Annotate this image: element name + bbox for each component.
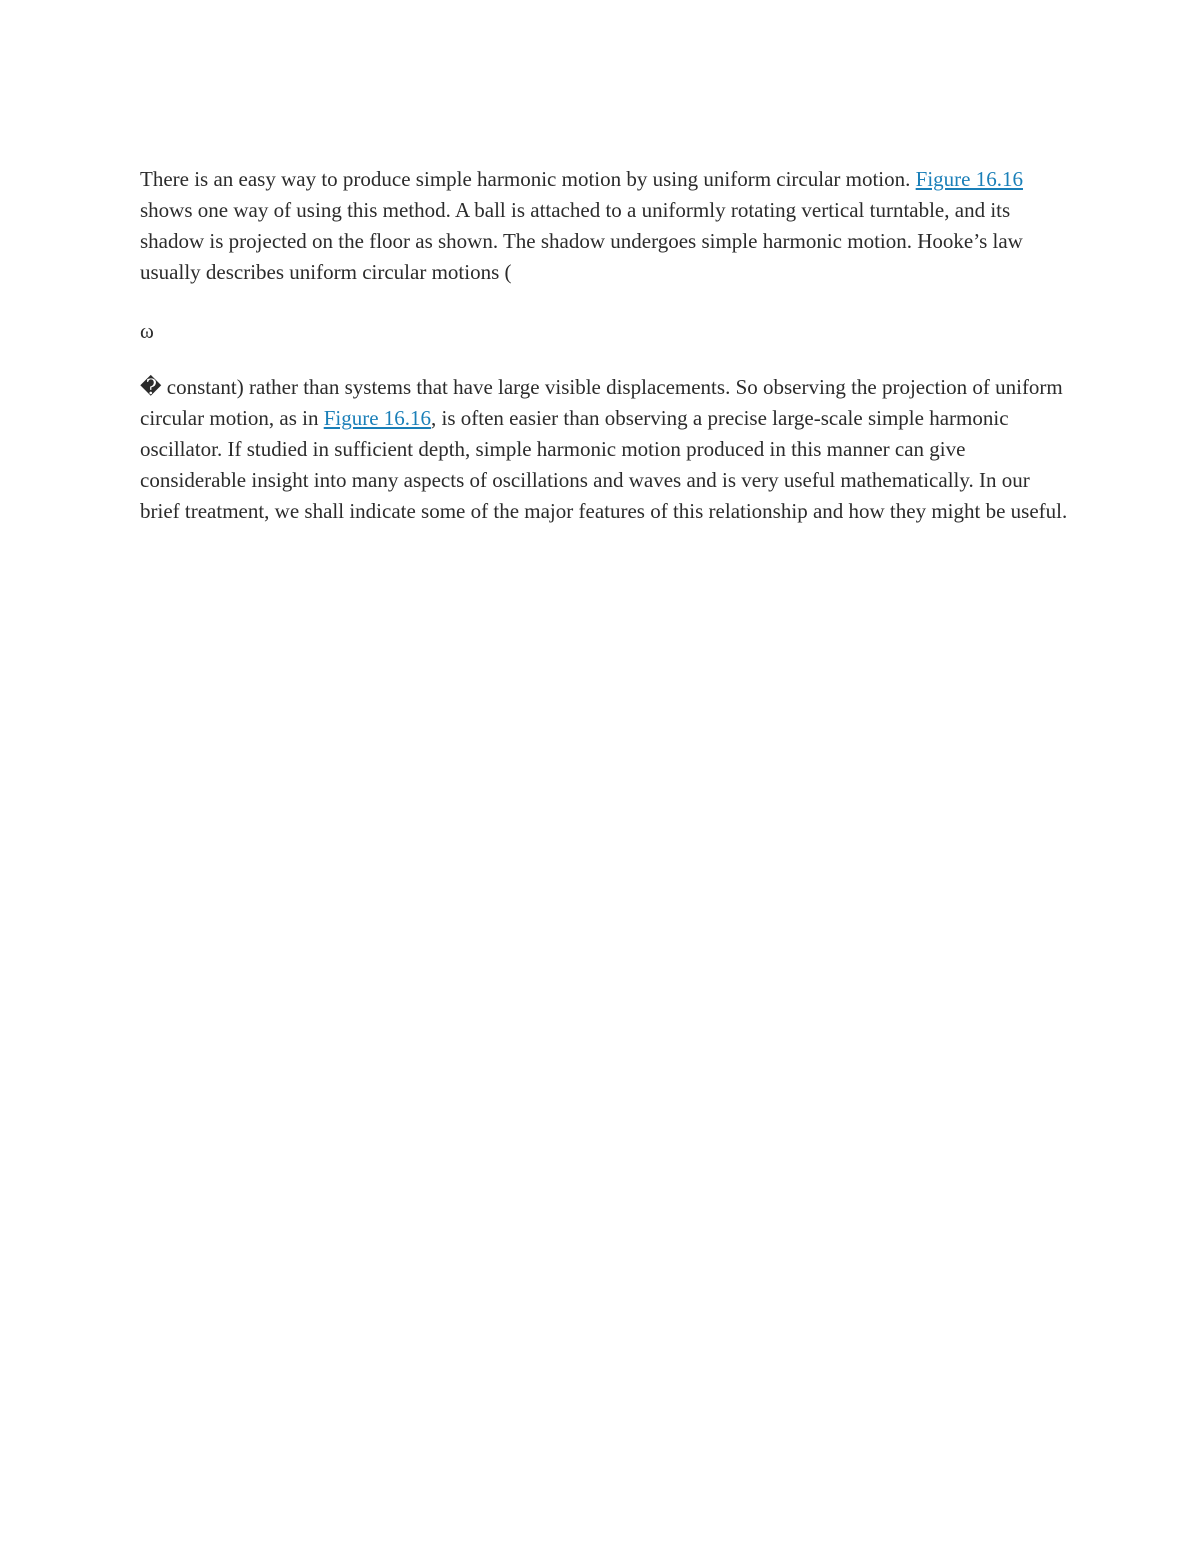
paragraph-continuation-lead: � constant) rather than systems that have large visible displacements. So observing the projection of uniform circular motion, as in — [140, 375, 1063, 430]
paragraph-continuation-rest: , is often easier than observing a precise large-scale simple harmonic oscillator. If studied in sufficient depth, simple harmonic motion produced in this manner can give considerable insight into many aspects of oscillations and waves and is very useful mathematically. In our brief treatment, we shall indicate some of the major features of this relationship and how they might be useful. — [140, 406, 1068, 523]
paragraph-intro-text — [140, 164, 1070, 288]
paragraph-intro — [140, 164, 1070, 288]
paragraph-continuation — [140, 372, 1070, 527]
paragraph-continuation-text — [140, 372, 1070, 527]
figure-16-16-link[interactable]: Figure 16.16 — [915, 167, 1023, 191]
figure-16-16-link-second[interactable]: Figure 16.16 — [323, 406, 432, 430]
paragraph-intro-rest: shows one way of using this method. A ball is attached to a uniformly rotating vertical turntable, and its shadow is projected on the floor as shown. The shadow undergoes simple harmonic motion. Hooke’s law usually describes uniform circular motions ( — [140, 198, 1023, 284]
omega-symbol: ω — [140, 319, 154, 343]
paragraph-intro-lead: There is an easy way to produce simple harmonic motion by using uniform circular motion. — [140, 167, 916, 191]
